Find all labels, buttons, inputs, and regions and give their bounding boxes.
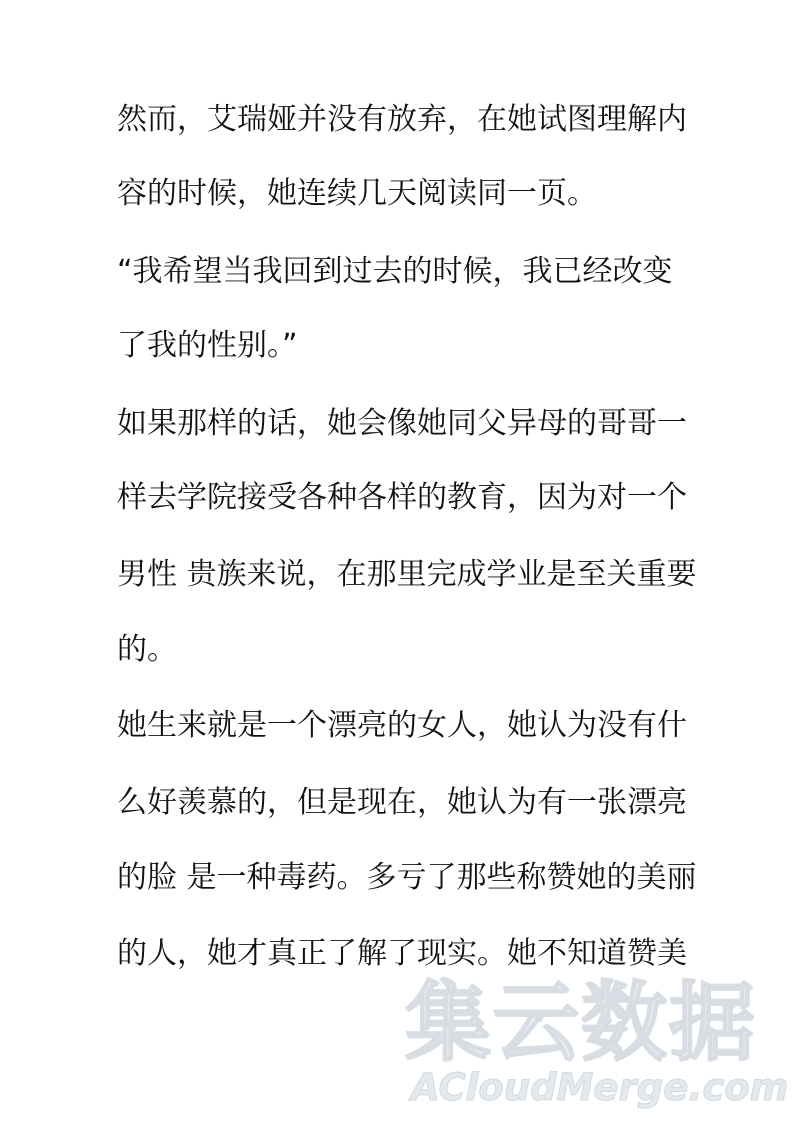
text-line-7: 男性 贵族来说，在那里完成学业是至关重要 — [117, 557, 697, 592]
text-line-5: 如果那样的话，她会像她同父异母的哥哥一 — [117, 406, 687, 441]
text-line-4: 了我的性别。” — [117, 328, 298, 363]
text-line-9: 她生来就是一个漂亮的女人，她认为没有什 — [117, 708, 687, 743]
text-line-6: 样去学院接受各种各样的教育，因为对一个 — [117, 480, 687, 515]
watermark-url-text: ACloudMerge.com — [411, 1066, 789, 1109]
watermark-logo — [405, 973, 789, 1115]
watermark-chinese-text: 集云数据 — [405, 973, 757, 1073]
text-line-10: 么好羡慕的，但是现在，她认为有一张漂亮 — [117, 785, 687, 820]
text-line-1: 然而，艾瑞娅并没有放弃，在她试图理解内 — [117, 102, 687, 137]
text-line-8: 的。 — [117, 632, 177, 667]
text-line-3: “我希望当我回到过去的时候，我已经改变 — [117, 254, 673, 289]
text-line-2: 容的时候，她连续几天阅读同一页。 — [117, 176, 597, 211]
text-line-12: 的人，她才真正了解了现实。她不知道赞美 — [117, 936, 687, 971]
text-line-11: 的脸 是一种毒药。多亏了那些称赞她的美丽 — [117, 860, 697, 895]
